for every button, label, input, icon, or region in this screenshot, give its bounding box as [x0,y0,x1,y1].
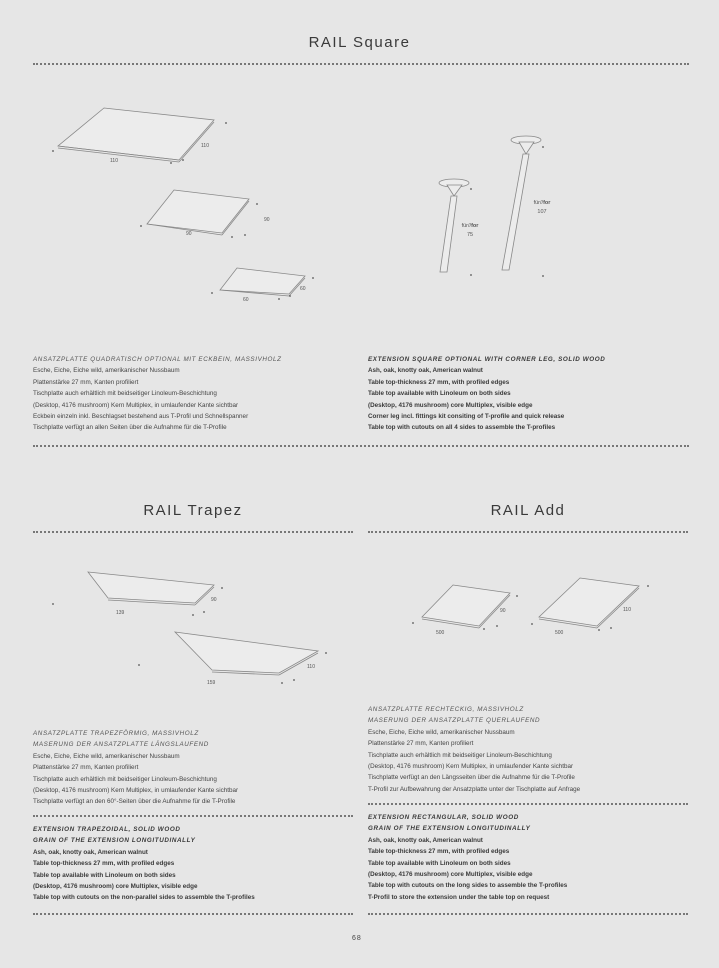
rail-add-title: RAIL Add [490,502,566,519]
text-line: Esche, Eiche, Eiche wild, amerikanischer Nussbaum [33,752,180,760]
section-heading: EXTENSION TRAPEZOIDAL, SOLID WOOD [33,826,181,833]
section-subheading: GRAIN OF THE EXTENSION LONGITUDINALLY [33,837,196,845]
text-line: Table top with cutouts on the long sides to assemble the T-profiles [368,882,568,890]
dim-110: 110 [623,607,631,613]
text-line: T-Profil zur Aufbewahrung der Ansatzplatte unter der Tischplatte auf Anfrage [368,785,581,793]
dim-110-front: 110 [110,158,118,164]
for-label: for [471,223,479,229]
fuer-label: für [461,223,468,229]
dim-110-side: 110 [201,143,209,149]
fuer-label: für [533,200,540,206]
dim-110: 110 [307,664,315,670]
text-line: Ash, oak, knotty oak, American walnut [33,848,148,856]
rail-square-title: RAIL Square [308,34,411,51]
divider [368,803,688,805]
text-line: Tischplatte auch erhältlich mit beidseitiger Linoleum-Beschichtung [33,390,217,398]
divider [368,913,688,915]
text-line: T-Profil to store the extension under the table top on request [368,893,550,901]
dim-60-side: 60 [300,286,306,292]
text-line: Tischplatte auch erhältlich mit beidseitiger Linoleum-Beschichtung [368,751,552,759]
for-label: for [543,200,551,206]
separator: // [468,223,472,229]
page-number: 68 [352,935,362,942]
text-line: (Desktop, 4176 mushroom) core Multiplex, visible edge [368,871,533,879]
text-line: Plattenstärke 27 mm, Kanten profiliert [33,378,139,386]
text-line: (Desktop, 4176 mushroom) Kern Multiplex, in umlaufender Kante sichtbar [368,763,574,771]
rail-trapez-title: RAIL Trapez [143,502,243,519]
separator: // [540,200,544,206]
text-line: (Desktop, 4176 mushroom) core Multiplex, visible edge [33,883,198,891]
text-line: Tischplatte verfügt an den 60°-Seiten über die Aufnahme für die T-Profile [33,798,236,806]
text-line: (Desktop, 4176 mushroom) Kern Multiplex, in umlaufender Kante sichtbar [33,787,239,795]
rail-add-en-text [368,812,688,903]
text-line: Eckbein einzeln inkl. Beschlagset bestehend aus T-Profil und Schnellspanner [33,413,249,421]
text-line: Table top-thickness 27 mm, with profiled edges [33,860,175,868]
text-line: Table top available with Linoleum on both sides [368,390,511,398]
text-line: Tischplatte verfügt an den Längsseiten über die Aufnahme für die T-Profile [368,774,575,782]
dim-90-side: 90 [264,217,270,223]
leg-height-107: 107 [537,209,547,215]
add-top-90 [422,585,510,626]
dim-500-right: 500 [555,630,564,636]
text-line: Tischplatte verfügt an allen Seiten über die Aufnahme für die T-Profile [33,424,227,432]
dim-60-front: 60 [243,297,249,303]
section-subheading: GRAIN OF THE EXTENSION LONGITUDINALLY [368,825,531,833]
dim-159: 159 [207,680,216,686]
text-line: Table top with cutouts on the non-parallel sides to assemble the T-profiles [33,894,255,902]
section-heading: EXTENSION SQUARE OPTIONAL WITH CORNER LEG, SOLID WOOD [368,356,606,363]
text-line: (Desktop, 4176 mushroom) Kern Multiplex, in umlaufender Kante sichtbar [33,401,239,409]
text-line: Table top-thickness 27 mm, with profiled edges [368,378,510,386]
dim-90-front: 90 [186,231,192,237]
dim-90: 90 [211,597,217,603]
dim-500-left: 500 [436,630,445,636]
text-line: Ash, oak, knotty oak, American walnut [368,836,483,844]
text-line: Esche, Eiche, Eiche wild, amerikanischer Nussbaum [33,367,180,375]
text-line: Plattenstärke 27 mm, Kanten profiliert [368,740,474,748]
text-line: Plattenstärke 27 mm, Kanten profiliert [33,764,139,772]
rail-add-de-text [368,704,688,795]
leg-height-75: 75 [466,232,474,238]
section-subheading: MASERUNG DER ANSATZPLATTE QUERLAUFEND [368,717,541,725]
text-line: Table top available with Linoleum on both sides [33,871,176,879]
text-line: Table top with cutouts on all 4 sides to assemble the T-profiles [368,424,556,432]
section-heading: ANSATZPLATTE RECHTECKIG, MASSIVHOLZ [368,706,524,713]
section-heading: ANSATZPLATTE QUADRATISCH OPTIONAL MIT ECKBEIN, MASSIVHOLZ [33,356,282,363]
text-line: Tischplatte auch erhältlich mit beidseitiger Linoleum-Beschichtung [33,775,217,783]
text-line: Esche, Eiche, Eiche wild, amerikanischer Nussbaum [368,728,515,736]
text-line: (Desktop, 4176 mushroom) core Multiplex, visible edge [368,401,533,409]
section-heading: ANSATZPLATTE TRAPEZFÖRMIG, MASSIVHOLZ [33,730,199,737]
text-line: Table top available with Linoleum on both sides [368,859,511,867]
text-line: Corner leg incl. fittings kit consiting of T-profile and quick release [368,413,565,421]
section-heading: EXTENSION RECTANGULAR, SOLID WOOD [368,814,519,821]
text-line: Ash, oak, knotty oak, American walnut [368,367,483,375]
dim-139: 139 [116,610,125,616]
dim-90: 90 [500,608,506,614]
text-line: Table top-thickness 27 mm, with profiled edges [368,848,510,856]
section-subheading: MASERUNG DER ANSATZPLATTE LÄNGSLAUFEND [33,741,209,749]
